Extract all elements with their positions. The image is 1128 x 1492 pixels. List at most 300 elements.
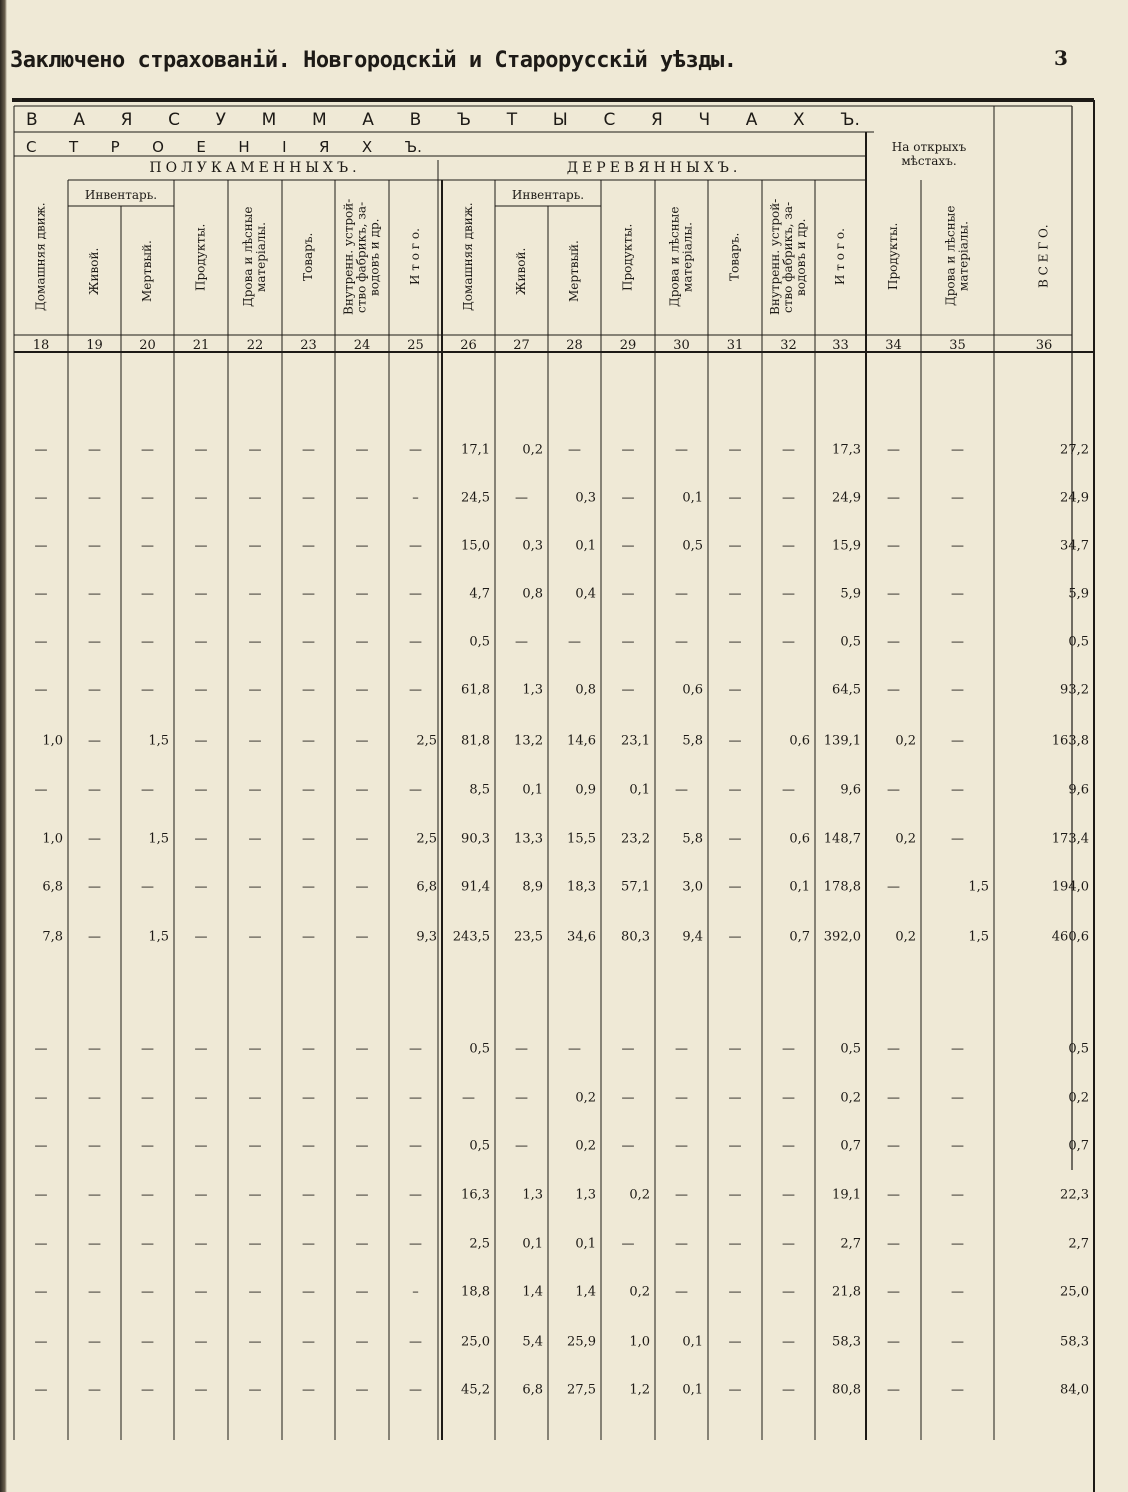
group-polukamennykh: ПОЛУКАМЕННЫХЪ.	[149, 160, 361, 176]
table-cell: —	[409, 1236, 422, 1252]
table-cell: 58,3	[1060, 1334, 1089, 1350]
subbanner-letter: Н	[238, 138, 250, 156]
table-cell: 27,2	[1060, 442, 1089, 458]
table-cell: —	[302, 782, 315, 798]
table-cell: —	[88, 1138, 101, 1154]
subbanner-letter: Я	[319, 138, 330, 156]
table-cell: 18,3	[567, 879, 596, 895]
table-cell: 0,2	[629, 1284, 650, 1300]
table-cell: —	[248, 1382, 262, 1398]
table-cell: —	[355, 586, 369, 602]
table-cell: —	[728, 733, 742, 749]
table-cell: —	[951, 1236, 964, 1252]
table-cell: 18,8	[461, 1284, 490, 1300]
table-cell: —	[88, 1236, 101, 1252]
table-cell: —	[887, 538, 900, 554]
banner-letter: Я	[650, 110, 663, 130]
table-cell: 1,0	[629, 1334, 650, 1350]
table-cell: —	[728, 1236, 742, 1252]
column-number-30: 30	[673, 338, 690, 353]
table-cell: 80,8	[832, 1382, 861, 1398]
table-cell: 34,7	[1060, 538, 1089, 554]
column-header-31: Товаръ.	[727, 232, 742, 282]
table-cell: —	[409, 1187, 422, 1203]
table-cell: —	[409, 634, 422, 650]
table-cell: —	[194, 782, 208, 798]
table-cell: 0,2	[840, 1090, 861, 1106]
table-cell: —	[951, 538, 964, 554]
subbanner-letter: Е	[196, 138, 206, 156]
table-cell: —	[621, 1138, 635, 1154]
table-cell: —	[728, 1187, 742, 1203]
table-cell: —	[248, 831, 262, 847]
table-cell: —	[194, 733, 208, 749]
table-cell: 61,8	[461, 682, 490, 698]
table-cell: —	[194, 1382, 208, 1398]
table-cell: —	[141, 1138, 154, 1154]
table-cell: —	[34, 1090, 48, 1106]
table-cell: —	[887, 1187, 900, 1203]
table-cell: —	[728, 1284, 742, 1300]
table-cell: —	[409, 782, 422, 798]
table-cell: —	[302, 538, 315, 554]
table-cell: —	[194, 442, 208, 458]
table-cell: —	[248, 586, 262, 602]
table-cell: —	[728, 831, 742, 847]
table-cell: —	[782, 1041, 795, 1057]
table-cell: 0,6	[789, 733, 810, 749]
table-cell: 25,0	[461, 1334, 490, 1350]
table-cell: —	[568, 634, 581, 650]
column-number-21: 21	[192, 338, 210, 353]
table-cell: 0,3	[522, 538, 543, 554]
table-cell: 15,0	[461, 538, 490, 554]
table-cell: —	[887, 1138, 900, 1154]
table-cell: —	[194, 1334, 208, 1350]
table-cell: —	[34, 1138, 48, 1154]
table-cell: —	[355, 634, 369, 650]
column-number-28: 28	[566, 338, 583, 353]
table-cell: —	[355, 1138, 369, 1154]
table-cell: —	[621, 538, 635, 554]
column-number-32: 32	[780, 338, 797, 353]
table-cell: —	[194, 490, 208, 506]
table-cell: 0,2	[895, 929, 916, 945]
table-cell: —	[302, 831, 315, 847]
column-header-20: Мертвый.	[140, 240, 154, 302]
table-cell: 0,5	[1068, 1041, 1089, 1057]
table-cell: 80,3	[621, 929, 650, 945]
table-cell: —	[248, 733, 262, 749]
subbanner-letter: О	[152, 138, 164, 156]
table-cell: —	[248, 929, 262, 945]
table-cell: —	[951, 490, 964, 506]
table-cell: —	[248, 1284, 262, 1300]
table-cell: 3,0	[682, 879, 703, 895]
table-cell: 14,6	[567, 733, 596, 749]
table-cell: 5,8	[682, 831, 703, 847]
table-cell: 9,6	[1068, 782, 1089, 798]
table-cell: 0,9	[575, 782, 596, 798]
table-cell: —	[887, 1236, 900, 1252]
table-cell: —	[34, 682, 48, 698]
table-cell: 1,0	[42, 831, 63, 847]
table-cell: —	[141, 1041, 154, 1057]
table-cell: 0,3	[575, 490, 596, 506]
table-cell: —	[141, 682, 154, 698]
table-cell: 15,9	[832, 538, 861, 554]
table-cell: 1,3	[522, 682, 543, 698]
table-cell: 6,8	[522, 1382, 543, 1398]
group-open: На открыхъ мѣстахъ.	[891, 140, 967, 168]
banner-letter: В	[409, 110, 422, 130]
column-header-18: Домашняя движ.	[33, 202, 48, 312]
table-cell: —	[88, 1334, 101, 1350]
column-header-32: Внутренн. устрой- ство фабрикъ, за- водовъ и др.	[768, 198, 808, 316]
table-cell: 34,6	[567, 929, 596, 945]
table-cell: —	[194, 1187, 208, 1203]
column-number-25: 25	[407, 338, 424, 353]
table-cell: —	[88, 879, 101, 895]
table-cell: —	[141, 586, 154, 602]
table-cell: 81,8	[461, 733, 490, 749]
table-cell: —	[302, 879, 315, 895]
column-header-27: Живой.	[514, 247, 528, 295]
column-number-34: 34	[885, 338, 902, 353]
table-cell: —	[34, 538, 48, 554]
table-cell: —	[621, 682, 635, 698]
table-cell: —	[409, 586, 422, 602]
banner-letter: А	[362, 110, 374, 130]
table-cell: —	[887, 782, 900, 798]
table-cell: —	[951, 682, 964, 698]
table-cell: 5,8	[682, 733, 703, 749]
table-cell: —	[409, 538, 422, 554]
table-cell: —	[248, 1334, 262, 1350]
table-cell: —	[951, 1284, 964, 1300]
inventory-label-2: Инвентарь.	[511, 188, 585, 202]
banner-letter: У	[215, 110, 226, 130]
table-cell: —	[887, 586, 900, 602]
table-cell: 1,5	[968, 929, 989, 945]
table-cell: 0,1	[682, 1334, 703, 1350]
column-number-36: 36	[1035, 338, 1053, 353]
table-cell: 173,4	[1051, 831, 1089, 847]
table-cell: 5,9	[840, 586, 861, 602]
table-cell: 1,3	[575, 1187, 596, 1203]
column-header-23: Товаръ.	[301, 232, 315, 282]
table-cell: —	[782, 782, 795, 798]
table-cell: —	[782, 1334, 795, 1350]
table-cell: —	[728, 1138, 742, 1154]
table-cell: —	[887, 634, 900, 650]
table-cell: 0,5	[469, 1138, 490, 1154]
table-cell: —	[194, 1090, 208, 1106]
table-cell: —	[887, 1284, 900, 1300]
table-cell: —	[887, 879, 900, 895]
column-number-18: 18	[32, 338, 50, 353]
table-cell: —	[568, 442, 581, 458]
table-cell: 2,7	[1068, 1236, 1089, 1252]
table-cell: —	[194, 831, 208, 847]
column-header-33: И т о г о.	[833, 228, 847, 286]
table-cell: —	[88, 1090, 101, 1106]
table-cell: 0,8	[522, 586, 543, 602]
table-cell: —	[302, 1041, 315, 1057]
table-cell: —	[194, 1138, 208, 1154]
column-number-19: 19	[86, 338, 103, 353]
table-cell: —	[728, 682, 742, 698]
table-cell: —	[248, 442, 262, 458]
table-cell: —	[515, 1041, 528, 1057]
table-cell: 91,4	[461, 879, 490, 895]
banner-letter: М	[261, 110, 277, 130]
table-cell: 23,1	[621, 733, 650, 749]
banner-letter: М	[311, 110, 327, 130]
table-cell: —	[951, 1090, 964, 1106]
table-cell: —	[355, 831, 369, 847]
table-cell: —	[141, 782, 154, 798]
table-cell: —	[621, 1090, 635, 1106]
banner-letter: Ы	[552, 110, 568, 130]
table-cell: 1,4	[522, 1284, 543, 1300]
table-cell: 0,1	[682, 490, 703, 506]
table-cell: —	[355, 1284, 369, 1300]
table-cell: —	[515, 490, 528, 506]
table-cell: 1,2	[629, 1382, 650, 1398]
table-cell: —	[88, 1041, 101, 1057]
table-cell: —	[141, 442, 154, 458]
table-cell: —	[887, 1382, 900, 1398]
table-cell: —	[34, 634, 48, 650]
table-cell: —	[568, 1041, 581, 1057]
table-cell: 0,5	[469, 634, 490, 650]
table-cell: 148,7	[823, 831, 861, 847]
table-cell: —	[141, 634, 154, 650]
column-number-26: 26	[460, 338, 477, 353]
table-cell: —	[88, 1284, 101, 1300]
table-cell: —	[194, 538, 208, 554]
table-cell: —	[302, 733, 315, 749]
column-number-33: 33	[832, 338, 849, 353]
table-cell: —	[34, 1334, 48, 1350]
table-cell: —	[194, 929, 208, 945]
table-cell: 178,8	[823, 879, 861, 895]
table-cell: 9,6	[840, 782, 861, 798]
table-cell: —	[248, 634, 262, 650]
table-cell: —	[355, 1041, 369, 1057]
table-cell: —	[141, 1090, 154, 1106]
banner-letter: Ъ	[456, 110, 472, 130]
table-cell: 0,1	[575, 1236, 596, 1252]
table-cell: 25,9	[567, 1334, 596, 1350]
column-header-28: Мертвый.	[567, 240, 581, 302]
column-number-22: 22	[246, 338, 264, 353]
table-cell: —	[782, 442, 795, 458]
table-cell: —	[34, 1382, 48, 1398]
table-cell: —	[951, 782, 964, 798]
table-cell: —	[88, 733, 101, 749]
table-cell: —	[34, 1187, 48, 1203]
table-cell: 22,3	[1060, 1187, 1089, 1203]
table-cell: 93,2	[1060, 682, 1089, 698]
table-cell: —	[675, 1284, 688, 1300]
table-cell: —	[194, 682, 208, 698]
table-cell: 0,1	[682, 1382, 703, 1398]
table-cell: —	[302, 490, 315, 506]
banner-letter: А	[745, 110, 758, 130]
table-cell: 2,5	[469, 1236, 490, 1252]
table-cell: 0,2	[575, 1138, 596, 1154]
table-cell: —	[248, 538, 262, 554]
table-cell: 460,6	[1051, 929, 1089, 945]
table-cell: —	[951, 1041, 964, 1057]
table-cell: —	[728, 1334, 742, 1350]
table-cell: —	[675, 1138, 688, 1154]
table-cell: —	[887, 1041, 900, 1057]
table-cell: —	[782, 490, 795, 506]
table-cell: —	[409, 1334, 422, 1350]
table-cell: 84,0	[1060, 1382, 1089, 1398]
table-cell: —	[355, 490, 369, 506]
table-cell: —	[248, 1187, 262, 1203]
banner-letter: Т	[506, 110, 518, 130]
table-cell: —	[355, 538, 369, 554]
table-cell: 17,1	[461, 442, 490, 458]
table-cell: —	[34, 442, 48, 458]
column-header-29: Продукты.	[620, 223, 635, 291]
banner-letter: В	[26, 110, 38, 130]
table-cell: —	[88, 929, 101, 945]
table-cell: —	[951, 634, 964, 650]
banner-letter: Ч	[698, 110, 711, 130]
table-cell: 6,8	[42, 879, 63, 895]
column-header-21: Продукты.	[193, 223, 208, 291]
table-cell: —	[302, 1382, 315, 1398]
table-cell: —	[141, 1187, 154, 1203]
table-cell: 2,7	[840, 1236, 861, 1252]
table-cell: 0,1	[522, 1236, 543, 1252]
table-cell: —	[675, 442, 688, 458]
table-cell: —	[355, 1236, 369, 1252]
table-cell: 0,2	[575, 1090, 596, 1106]
table-cell: —	[88, 782, 101, 798]
table-cell: 0,5	[840, 634, 861, 650]
table-cell: 0,4	[575, 586, 596, 602]
table-cell: —	[302, 442, 315, 458]
table-cell: —	[34, 1236, 48, 1252]
table-cell: —	[728, 1382, 742, 1398]
table-cell: 7,8	[42, 929, 63, 945]
table-cell: —	[355, 1090, 369, 1106]
table-cell: —	[951, 1187, 964, 1203]
table-cell: 0,2	[895, 831, 916, 847]
table-cell: 27,5	[567, 1382, 596, 1398]
table-cell: —	[302, 682, 315, 698]
table-cell: —	[887, 682, 900, 698]
table-cell: 23,2	[621, 831, 650, 847]
column-header-30: Дрова и лѣсные матеріалы.	[667, 206, 695, 308]
table-cell: —	[728, 538, 742, 554]
table-cell: 1,5	[968, 879, 989, 895]
table-cell: —	[88, 1382, 101, 1398]
table-cell: 0,5	[1068, 634, 1089, 650]
table-cell: —	[951, 831, 964, 847]
table-cell: —	[355, 682, 369, 698]
table-cell: —	[409, 1138, 422, 1154]
table-cell: —	[887, 442, 900, 458]
table-cell: —	[951, 586, 964, 602]
table-cell: —	[355, 782, 369, 798]
table-cell: 16,3	[461, 1187, 490, 1203]
table-cell: —	[728, 1090, 742, 1106]
table-cell: 0,1	[575, 538, 596, 554]
table-cell: —	[248, 782, 262, 798]
table-cell: 1,4	[575, 1284, 596, 1300]
table-cell: —	[621, 1236, 635, 1252]
banner-letter: Х	[793, 110, 805, 130]
table-cell: —	[248, 1236, 262, 1252]
table-cell: —	[782, 1284, 795, 1300]
table-cell: 0,8	[575, 682, 596, 698]
table-cell: 1,0	[42, 733, 63, 749]
table-cell: 0,1	[629, 782, 650, 798]
table-cell: —	[302, 1334, 315, 1350]
table-cell: —	[248, 1138, 262, 1154]
table-cell: —	[194, 1284, 208, 1300]
table-cell: —	[248, 1090, 262, 1106]
table-cell: 163,8	[1051, 733, 1089, 749]
table-cell: —	[141, 1334, 154, 1350]
table-cell: 9,4	[682, 929, 703, 945]
table-cell: 15,5	[567, 831, 596, 847]
table-cell: —	[515, 1090, 528, 1106]
table-cell: 6,8	[416, 879, 437, 895]
table-cell: —	[409, 1090, 422, 1106]
column-number-23: 23	[300, 338, 317, 353]
table-cell: 0,2	[522, 442, 543, 458]
table-cell: 57,1	[621, 879, 650, 895]
table-cell: —	[951, 1382, 964, 1398]
table-cell: —	[728, 879, 742, 895]
table-cell: —	[355, 1382, 369, 1398]
table-cell: —	[728, 929, 742, 945]
table-cell: 24,5	[461, 490, 490, 506]
table-cell: —	[141, 538, 154, 554]
table-cell: —	[782, 1138, 795, 1154]
table-cell: —	[887, 1334, 900, 1350]
table-cell: –	[412, 490, 419, 506]
column-header-35: Дрова и лѣсные матеріалы.	[943, 205, 971, 307]
table-cell: —	[728, 634, 742, 650]
column-header-26: Домашняя движ.	[461, 202, 475, 312]
table-cell: 8,5	[469, 782, 490, 798]
table-cell: —	[675, 1090, 688, 1106]
table-cell: 24,9	[832, 490, 861, 506]
table-cell: —	[194, 1041, 208, 1057]
table-cell: —	[194, 634, 208, 650]
table-cell: —	[782, 1236, 795, 1252]
table-cell: 13,3	[514, 831, 543, 847]
table-cell: —	[728, 1041, 742, 1057]
table-cell: 58,3	[832, 1334, 861, 1350]
table-cell: —	[355, 879, 369, 895]
table-cell: 0,2	[1068, 1090, 1089, 1106]
column-number-20: 20	[139, 338, 156, 353]
table-cell: —	[302, 634, 315, 650]
table-cell: —	[34, 586, 48, 602]
table-cell: —	[782, 538, 795, 554]
